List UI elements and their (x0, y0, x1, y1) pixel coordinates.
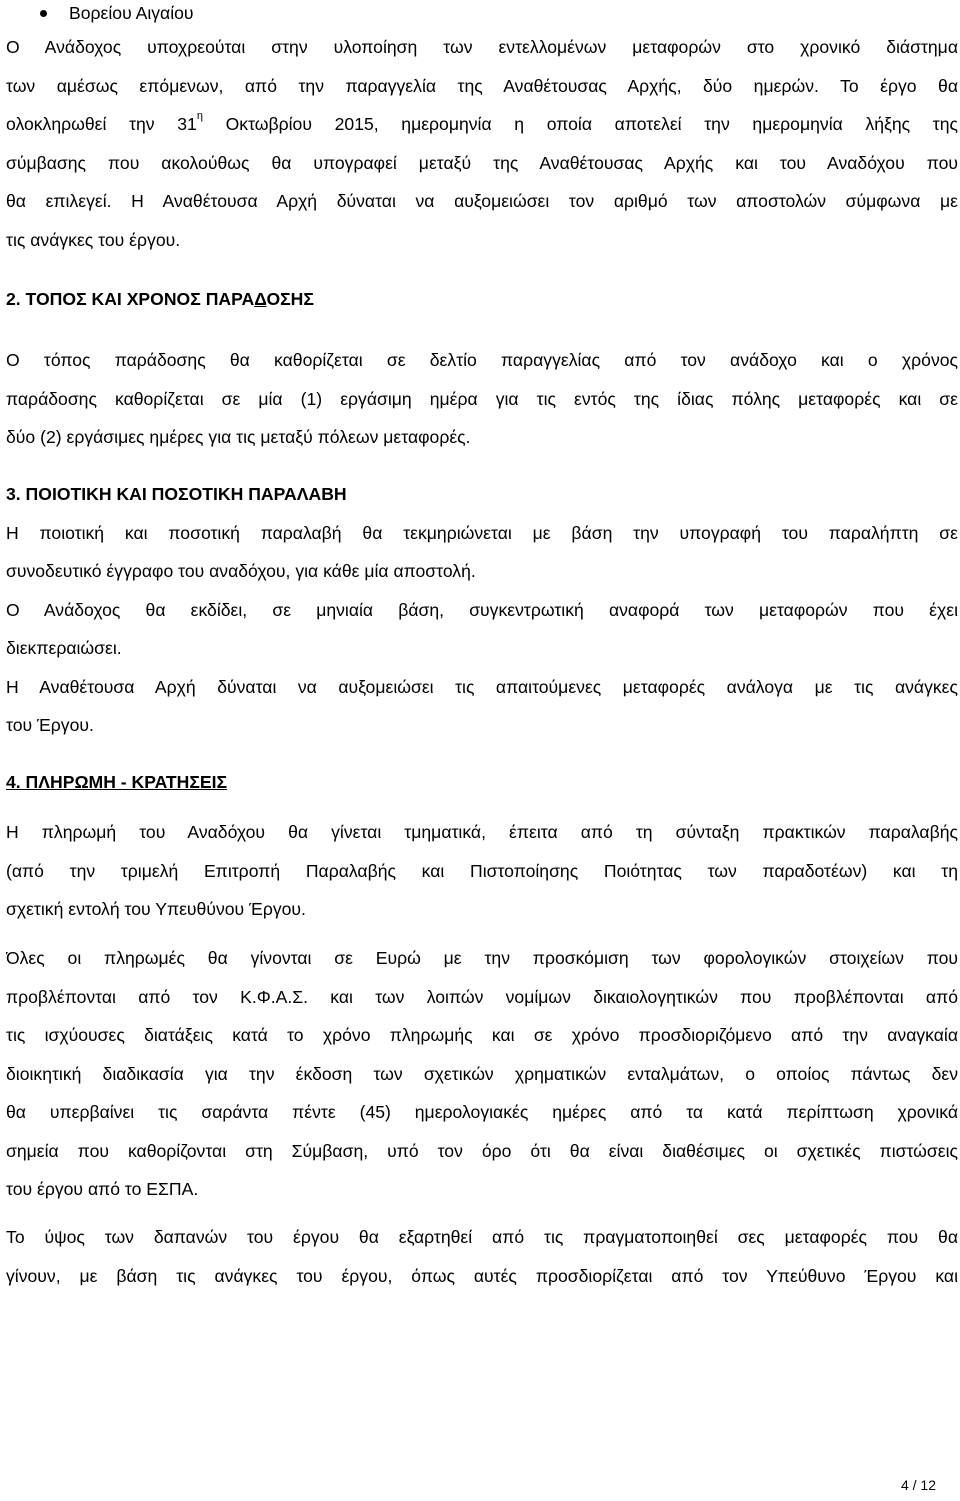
section-3-line: του Έργου. (6, 715, 94, 735)
section-4-paragraph-2 (6, 939, 958, 1209)
superscript-eta: η (196, 110, 203, 123)
section-4-line: γίνουν, με βάση τις ανάγκες του έργου, όπως αυτές προσδιορίζεται από τον Υπεύθυνο Έργου και (6, 1265, 958, 1286)
section-3-line: Η ποιοτική και ποσοτική παραλαβή θα τεκμηριώνεται με βάση την υπογραφή του παραλήπτη σε (6, 522, 958, 543)
section-2-line: Ο τόπος παράδοσης θα καθορίζεται σε δελτίο παραγγελίας από τον ανάδοχο και ο χρόνος (6, 350, 958, 370)
section-4-paragraph-1 (6, 813, 958, 929)
intro-paragraph (6, 28, 958, 259)
bullet-dot-icon (40, 10, 47, 17)
intro-line: των αμέσως επόμενων, από την παραγγελία της Αναθέτουσας Αρχής, δύο ημερών. Το έργο θα (6, 75, 958, 96)
heading-part: 2. ΤΟΠΟΣ ΚΑΙ ΧΡΟΝΟΣ ΠΑΡΑ (6, 289, 255, 309)
section-4-line: θα υπερβαίνει τις σαράντα πέντε (45) ημερολογιακές ημέρες από τα κατά περίπτωση χρονικά (6, 1102, 958, 1122)
intro-line: θα επιλεγεί. Η Αναθέτουσα Αρχή δύναται να αυξομειώσει τον αριθμό των αποστολών σύμφωνα με (6, 191, 958, 211)
intro-line-with-superscript (6, 105, 958, 144)
intro-line: τις ανάγκες του έργου. (6, 229, 181, 250)
intro-line: Ο Ανάδοχος υποχρεούται στην υλοποίηση των εντελλομένων μεταφορών στο χρονικό διάστημα (6, 37, 958, 57)
section-4-line: του έργου από το ΕΣΠΑ. (6, 1179, 199, 1199)
section-3-line: διεκπεραιώσει. (6, 638, 122, 658)
section-4-heading (6, 763, 958, 802)
section-3 (6, 475, 958, 745)
section-4-line: προβλέπονται από τον Κ.Φ.Α.Σ. και των λοιπών νομίμων δικαιολογητικών που προβλέπονται από (6, 986, 958, 1007)
section-4-heading-text: 4. ΠΛΗΡΩΜΗ - ΚΡΑΤΗΣΕΙΣ (6, 772, 228, 792)
section-2-body (6, 341, 958, 457)
page-number: 4 / 12 (900, 1477, 936, 1493)
section-3-line: συνοδευτικό έγγραφο του αναδόχου, για κάθε μία αποστολή. (6, 561, 476, 581)
heading-part: ΟΣΗΣ (266, 289, 314, 309)
section-4-line: τις ισχύουσες διατάξεις κατά το χρόνο πληρωμής και σε χρόνο προσδιοριζόμενο από την αναγκαία (6, 1025, 958, 1045)
intro-line-part: ολοκληρωθεί την 31 (6, 114, 197, 134)
section-4-line: διοικητική διαδικασία για την έκδοση των σχετικών χρηματικών ενταλμάτων, ο οποίος πάντως δεν (6, 1063, 958, 1084)
section-4-line: Η πληρωμή του Αναδόχου θα γίνεται τμηματικά, έπειτα από τη σύνταξη πρακτικών παραλαβής (6, 822, 958, 842)
section-4-line: σχετική εντολή του Υπευθύνου Έργου. (6, 899, 306, 919)
section-2-line: δύο (2) εργάσιμες ημέρες για τις μεταξύ πόλεων μεταφορές. (6, 427, 471, 447)
section-4-line: (από την τριμελή Επιτροπή Παραλαβής και Πιστοποίησης Ποιότητας των παραδοτέων) και τη (6, 860, 958, 881)
section-4-line: σημεία που καθορίζονται στη Σύμβαση, υπό τον όρο ότι θα είναι διαθέσιμες οι σχετικές πιστώσεις (6, 1140, 958, 1161)
intro-line-part: Οκτωβρίου 2015, ημερομηνία η οποία αποτελεί την ημερομηνία λήξης της (202, 114, 958, 134)
intro-line: σύμβασης που ακολούθως θα υπογραφεί μεταξύ της Αναθέτουσας Αρχής και του Αναδόχου που (6, 152, 958, 173)
section-2-heading (6, 280, 958, 319)
bullet-list-item (0, 0, 960, 28)
section-4-paragraph-3 (6, 1218, 958, 1295)
section-4-heading-block (6, 763, 958, 802)
section-4-line: Όλες οι πληρωμές θα γίνονται σε Ευρώ με την προσκόμιση των φορολογικών στοιχείων που (6, 948, 958, 968)
bullet-text: Βορείου Αιγαίου (69, 3, 194, 23)
section-2-line: παράδοσης καθορίζεται σε μία (1) εργάσιμη ημέρα για τις εντός της ίδιας πόλης μεταφορές και σε (6, 388, 958, 409)
section-3-line: Ο Ανάδοχος θα εκδίδει, σε μηνιαία βάση, συγκεντρωτική αναφορά των μεταφορών που έχει (6, 599, 958, 620)
section-3-heading: 3. ΠΟΙΟΤΙΚΗ ΚΑΙ ΠΟΣΟΤΙΚΗ ΠΑΡΑΛΑΒΗ (6, 484, 347, 504)
section-2 (6, 280, 958, 319)
heading-underlined-letter: Δ (254, 289, 267, 309)
section-3-line: Η Αναθέτουσα Αρχή δύναται να αυξομειώσει τις απαιτούμενες μεταφορές ανάλογα με τις ανάγκες (6, 676, 958, 697)
section-4-line: Το ύψος των δαπανών του έργου θα εξαρτηθεί από τις πραγματοποιηθεί σες μεταφορές που θα (6, 1227, 958, 1247)
